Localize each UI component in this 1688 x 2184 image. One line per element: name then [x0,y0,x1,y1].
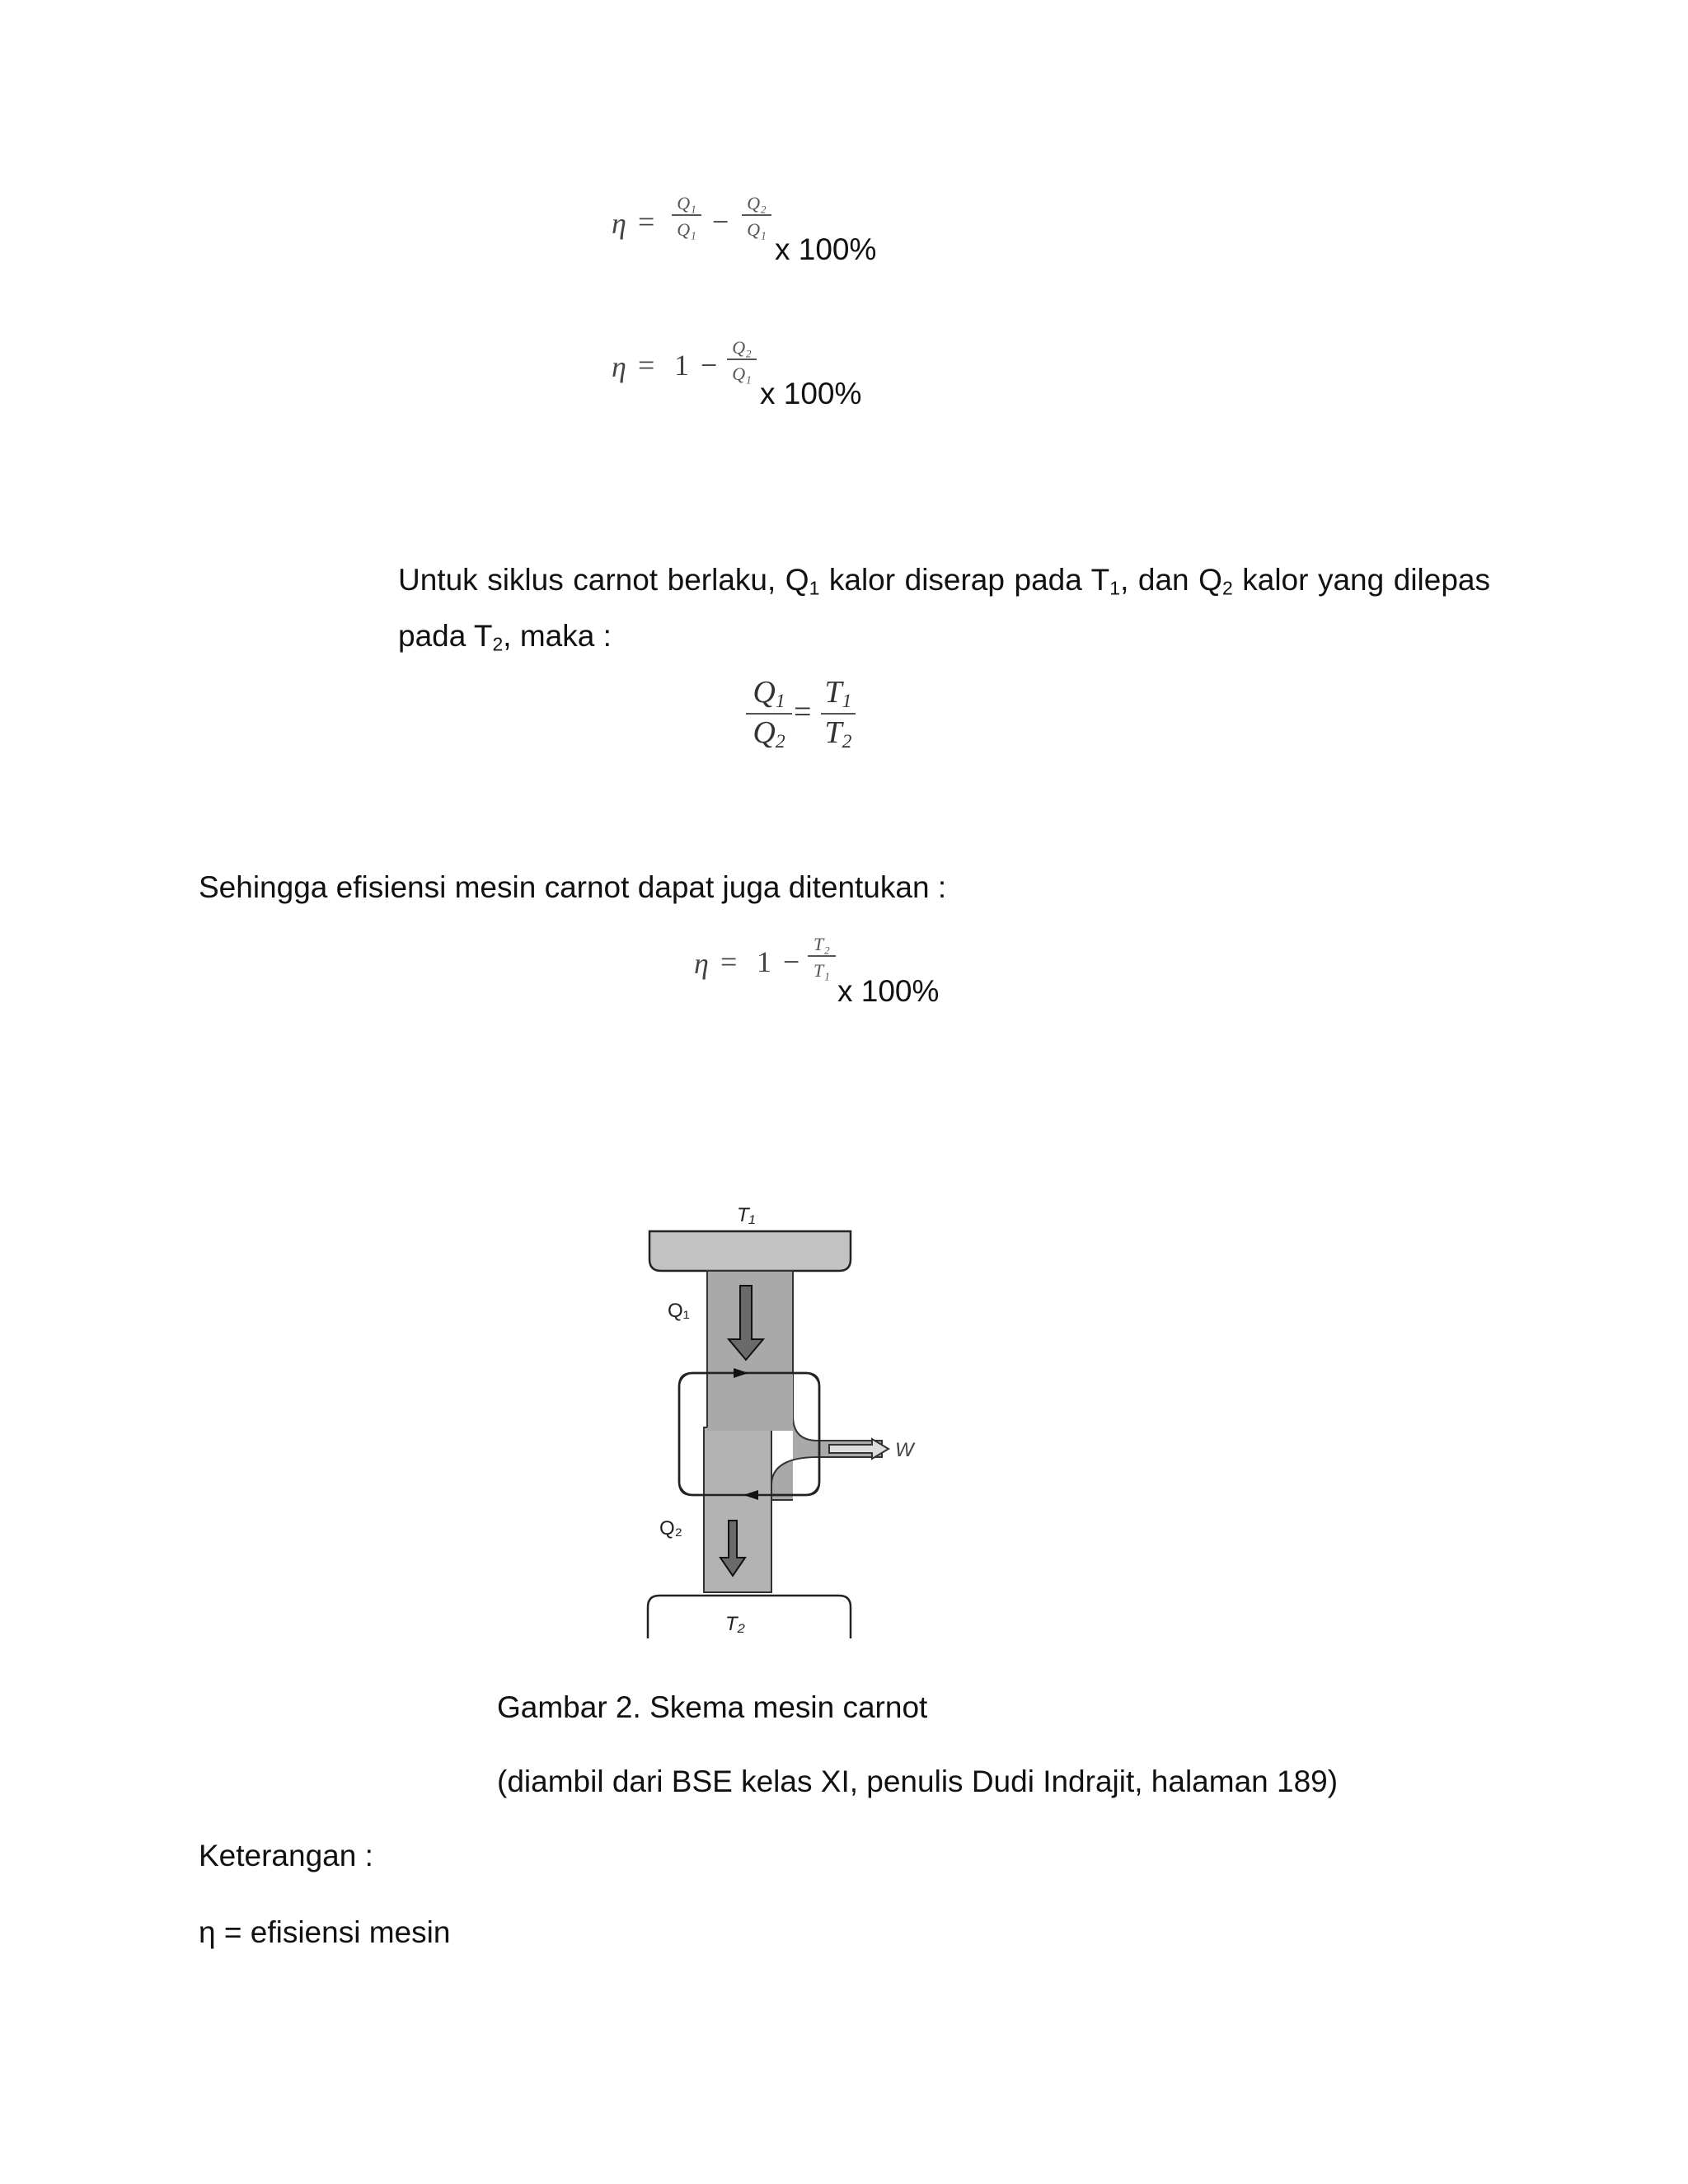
text-segment: pada T [398,618,493,653]
fraction-q2-over-q1 [727,337,757,385]
text-segment: kalor diserap pada T [819,563,1110,597]
numerator [821,674,856,713]
subscript: 2 [1221,577,1233,599]
equals-sign: = [638,349,655,382]
engine-core [707,1373,793,1431]
subscript: 1 [775,690,785,712]
equals-sign: = [720,945,738,978]
times-100-percent: x 100% [775,232,877,266]
t2-label: T₂ [725,1613,745,1635]
times-100-percent: x 100% [837,974,940,1008]
eta-symbol: η [694,947,709,980]
minus-sign: − [783,945,800,978]
paragraph-line-1 [398,556,1490,612]
figure-source: (diambil dari BSE kelas XI, penulis Dudi Indrajit, halaman 189) [497,1765,1339,1798]
w-label: W [895,1439,914,1461]
paragraph-efficiency-intro: Sehingga efisiensi mesin carnot dapat juga ditentukan : [199,870,947,904]
subscript: 1 [809,577,820,599]
eta-symbol: η [612,350,626,383]
denominator: Q₁ [732,363,752,384]
legend-heading: Keterangan : [199,1839,373,1872]
numerator: Q₂ [747,193,767,213]
denominator [821,715,856,753]
hot-reservoir [649,1231,851,1271]
numerator [746,674,792,713]
fraction-q1-over-q1 [672,193,701,241]
figure-caption: Gambar 2. Skema mesin carnot [497,1690,928,1724]
numerator: Q₁ [677,193,696,213]
denominator: Q₁ [677,219,696,240]
denominator: T₁ [814,960,830,981]
q-letter: Q [753,715,776,750]
eta-symbol: η [612,207,626,240]
paragraph-carnot-cycle [398,556,1490,668]
subscript: 2 [775,730,785,752]
legend-eta-definition: η = efisiensi mesin [199,1915,451,1949]
fraction-q1-over-q2 [746,674,792,753]
t-letter: T [824,675,842,710]
minus-sign: − [712,205,729,238]
paragraph-line-2 [398,612,1490,668]
fraction-q2-over-q1 [742,193,771,241]
q1-label: Q₁ [668,1300,690,1322]
denominator: Q₁ [747,219,767,240]
times-100-percent: x 100% [760,377,862,410]
text-segment: Untuk siklus carnot berlaku, Q [398,563,809,597]
text-segment: kalor yang dilepas [1232,563,1490,597]
numerator: Q₂ [732,337,752,358]
denominator [746,715,792,753]
equals-sign: = [638,205,655,238]
cold-reservoir [648,1596,851,1638]
equals-sign: = [794,695,812,729]
subscript: 2 [842,730,852,752]
q2-label: Q₂ [659,1517,682,1540]
fraction-t2-over-t1 [808,934,836,982]
t1-label: T₁ [737,1204,756,1226]
carnot-engine-diagram [635,1195,948,1648]
minus-sign: − [701,349,718,382]
fraction-t1-over-t2 [821,674,856,753]
numerator: T₂ [814,934,830,954]
number-one: 1 [757,945,771,978]
subscript: 1 [1109,577,1121,599]
number-one: 1 [674,349,689,382]
subscript: 2 [492,633,504,655]
q-letter: Q [753,675,776,710]
t-letter: T [824,715,842,750]
text-segment: , dan Q [1120,563,1222,597]
subscript: 1 [842,690,852,712]
text-segment: , maka : [503,618,612,653]
